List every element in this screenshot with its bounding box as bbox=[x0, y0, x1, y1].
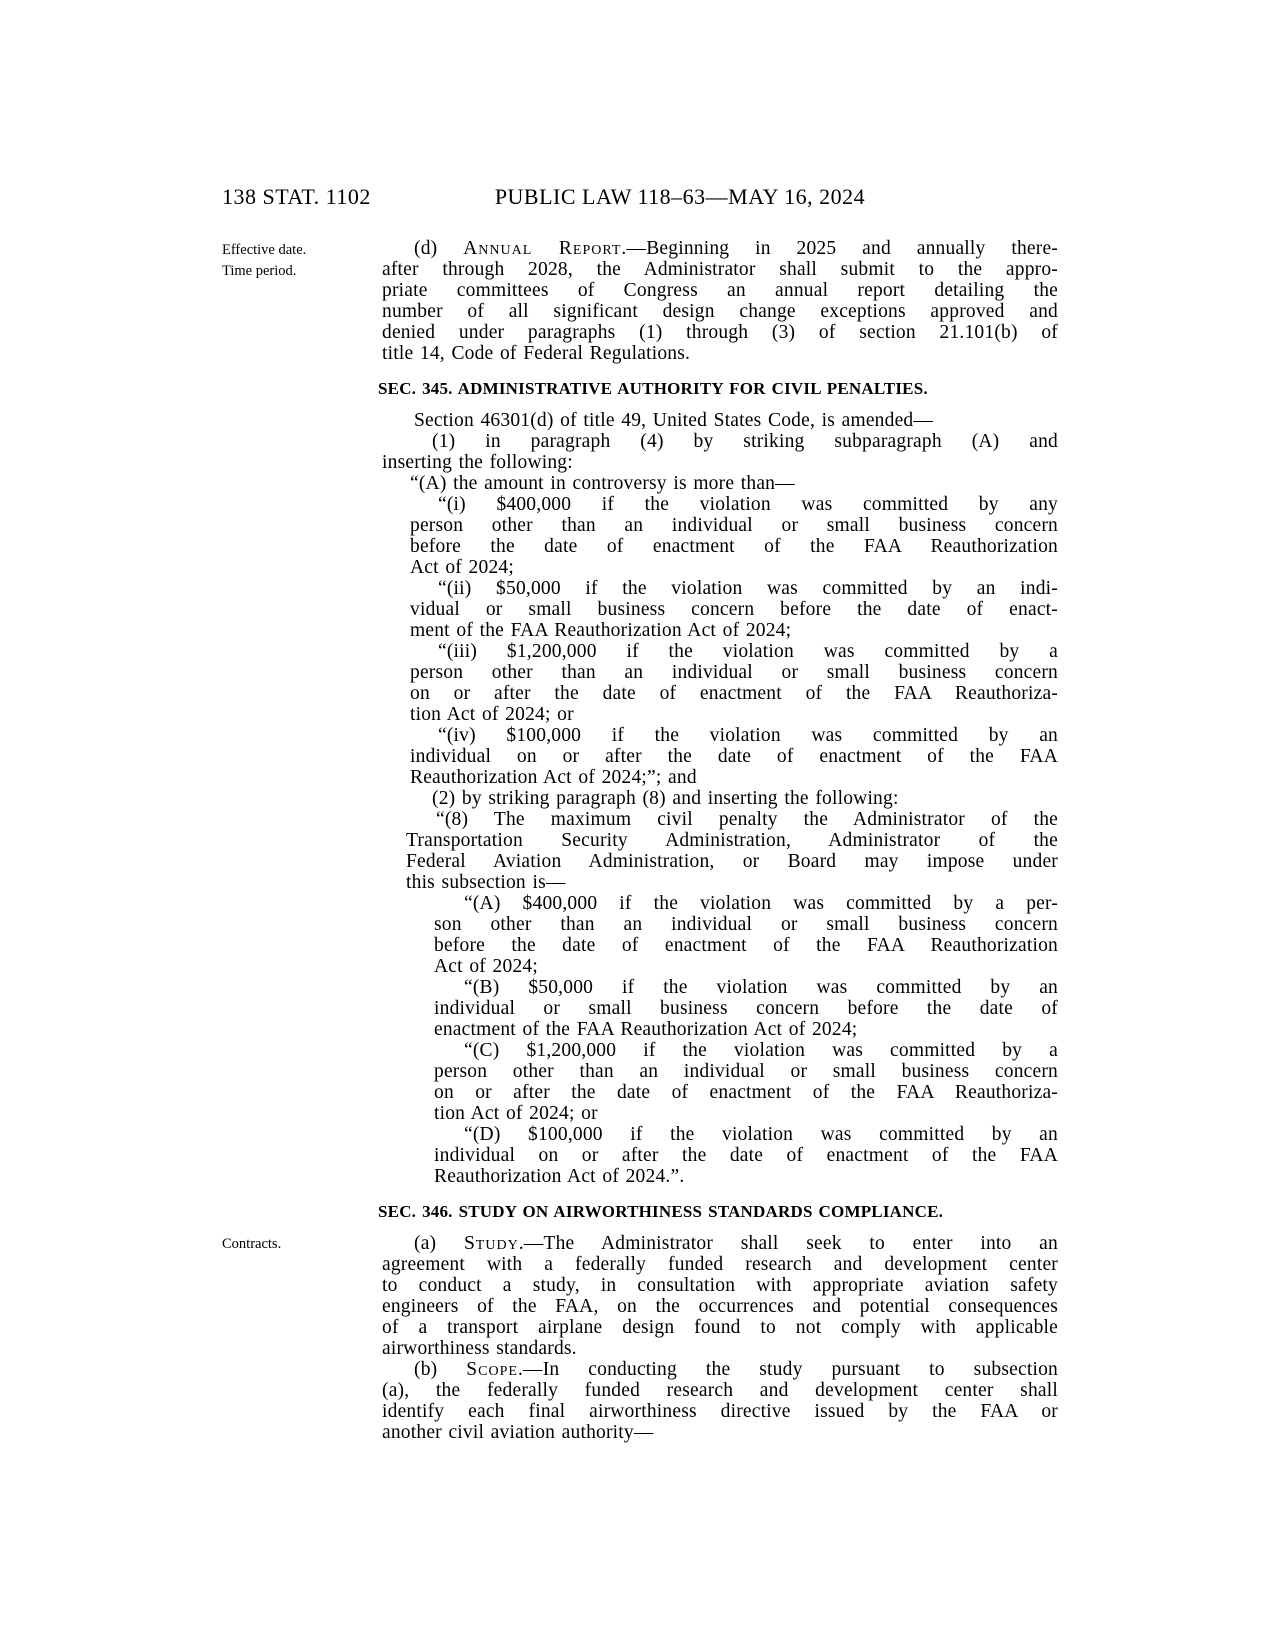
text-line: priate committees of Congress an annual report detailing the bbox=[382, 280, 1058, 301]
margin-note-line: Contracts. bbox=[222, 1236, 282, 1252]
text-line: tion Act of 2024; or bbox=[410, 704, 574, 725]
text-line: before the date of enactment of the FAA Reauthorization bbox=[434, 935, 1058, 956]
text-line: “(B) $50,000 if the violation was committed by an bbox=[464, 977, 1058, 998]
text-line: Transportation Security Administration, Administrator of the bbox=[406, 830, 1058, 851]
document-body bbox=[378, 238, 1058, 1443]
statute-paragraph bbox=[382, 431, 1058, 473]
stat-page-label: 138 STAT. 1102 bbox=[222, 184, 371, 209]
statute-paragraph bbox=[434, 1124, 1058, 1187]
margin-note-line: Effective date. bbox=[222, 242, 307, 258]
text-line: person other than an individual or small business concern bbox=[434, 1061, 1058, 1082]
text-line: number of all significant design change exceptions approved and bbox=[382, 301, 1058, 322]
text-line: agreement with a federally funded research and development center bbox=[382, 1254, 1058, 1275]
text-line: title 14, Code of Federal Regulations. bbox=[382, 343, 691, 364]
margin-note-line: Time period. bbox=[222, 262, 297, 279]
text-line: individual or small business concern before the date of bbox=[434, 998, 1058, 1019]
text-line: (a) Study.—The Administrator shall seek to enter into an bbox=[414, 1233, 1058, 1254]
statute-paragraph bbox=[434, 1040, 1058, 1124]
text-line: before the date of enactment of the FAA Reauthorization bbox=[410, 536, 1058, 557]
statute-paragraph bbox=[382, 1359, 1058, 1443]
text-line: inserting the following: bbox=[382, 452, 573, 473]
text-line: “(A) $400,000 if the violation was committed by a per- bbox=[464, 893, 1058, 914]
statute-paragraph bbox=[410, 578, 1058, 641]
text-line: identify each final airworthiness directive issued by the FAA or bbox=[382, 1401, 1058, 1422]
text-line: tion Act of 2024; or bbox=[434, 1103, 598, 1124]
text-line: on or after the date of enactment of the FAA Reauthoriza- bbox=[410, 683, 1058, 704]
text-line: “(C) $1,200,000 if the violation was committed by a bbox=[464, 1040, 1058, 1061]
text-line: denied under paragraphs (1) through (3) of section 21.101(b) of bbox=[382, 322, 1058, 343]
text-line: Reauthorization Act of 2024.”. bbox=[434, 1166, 685, 1187]
text-line: vidual or small business concern before the date of enact- bbox=[410, 599, 1058, 620]
statute-paragraph bbox=[382, 788, 1058, 809]
margin-note-effective-date bbox=[222, 240, 372, 281]
text-line: person other than an individual or small business concern bbox=[410, 515, 1058, 536]
text-line: “(iv) $100,000 if the violation was committed by an bbox=[438, 725, 1058, 746]
text-line: (a), the federally funded research and development center shall bbox=[382, 1380, 1058, 1401]
text-line: “(ii) $50,000 if the violation was committed by an indi- bbox=[438, 578, 1058, 599]
text-line: “(8) The maximum civil penalty the Administrator of the bbox=[436, 809, 1058, 830]
statute-paragraph bbox=[434, 893, 1058, 977]
text-line: “(D) $100,000 if the violation was committed by an bbox=[464, 1124, 1058, 1145]
text-line: (2) by striking paragraph (8) and inserting the following: bbox=[432, 788, 899, 809]
small-caps-text: Annual Report bbox=[463, 238, 622, 259]
text-line: person other than an individual or small business concern bbox=[410, 662, 1058, 683]
section-heading: SEC. 346. STUDY ON AIRWORTHINESS STANDARDS COMPLIANCE. bbox=[378, 1202, 944, 1221]
text-line: ment of the FAA Reauthorization Act of 2024; bbox=[410, 620, 792, 641]
statute-paragraph bbox=[410, 473, 1058, 494]
statute-paragraph bbox=[434, 977, 1058, 1040]
text-line: “(A) the amount in controversy is more than— bbox=[410, 473, 795, 494]
statute-paragraph bbox=[382, 238, 1058, 364]
text-line: individual on or after the date of enactment of the FAA bbox=[410, 746, 1058, 767]
text-line: airworthiness standards. bbox=[382, 1338, 577, 1359]
text-line: “(i) $400,000 if the violation was committed by any bbox=[438, 494, 1058, 515]
text-line: this subsection is— bbox=[406, 872, 566, 893]
text-line: Section 46301(d) of title 49, United States Code, is amended— bbox=[414, 410, 934, 431]
text-line: individual on or after the date of enactment of the FAA bbox=[434, 1145, 1058, 1166]
statute-paragraph bbox=[410, 641, 1058, 725]
text-line: (d) Annual Report.—Beginning in 2025 and annually there- bbox=[414, 238, 1058, 259]
text-line: Reauthorization Act of 2024;”; and bbox=[410, 767, 697, 788]
statute-paragraph bbox=[382, 410, 1058, 431]
margin-note-contracts bbox=[222, 1234, 372, 1255]
text-line: of a transport airplane design found to not comply with applicable bbox=[382, 1317, 1058, 1338]
text-line: son other than an individual or small business concern bbox=[434, 914, 1058, 935]
text-line: enactment of the FAA Reauthorization Act of 2024; bbox=[434, 1019, 858, 1040]
small-caps-text: Study bbox=[463, 1233, 519, 1254]
statute-paragraph bbox=[382, 1233, 1058, 1359]
text-line: Federal Aviation Administration, or Board may impose under bbox=[406, 851, 1058, 872]
statute-paragraph bbox=[406, 809, 1058, 893]
text-line: Act of 2024; bbox=[434, 956, 538, 977]
small-caps-text: Scope bbox=[466, 1359, 518, 1380]
statute-paragraph bbox=[410, 494, 1058, 578]
text-line: to conduct a study, in consultation with appropriate aviation safety bbox=[382, 1275, 1058, 1296]
text-line: on or after the date of enactment of the FAA Reauthoriza- bbox=[434, 1082, 1058, 1103]
statute-paragraph bbox=[410, 725, 1058, 788]
law-running-title: PUBLIC LAW 118–63—MAY 16, 2024 bbox=[494, 184, 866, 209]
text-line: “(iii) $1,200,000 if the violation was committed by a bbox=[438, 641, 1058, 662]
text-line: (1) in paragraph (4) by striking subparagraph (A) and bbox=[432, 431, 1058, 452]
text-line: (b) Scope.—In conducting the study pursuant to subsection bbox=[414, 1359, 1058, 1380]
text-line: after through 2028, the Administrator shall submit to the appro- bbox=[382, 259, 1058, 280]
text-line: another civil aviation authority— bbox=[382, 1422, 654, 1443]
section-heading: SEC. 345. ADMINISTRATIVE AUTHORITY FOR CIVIL PENALTIES. bbox=[378, 379, 928, 398]
text-line: engineers of the FAA, on the occurrences and potential consequences bbox=[382, 1296, 1058, 1317]
text-line: Act of 2024; bbox=[410, 557, 514, 578]
